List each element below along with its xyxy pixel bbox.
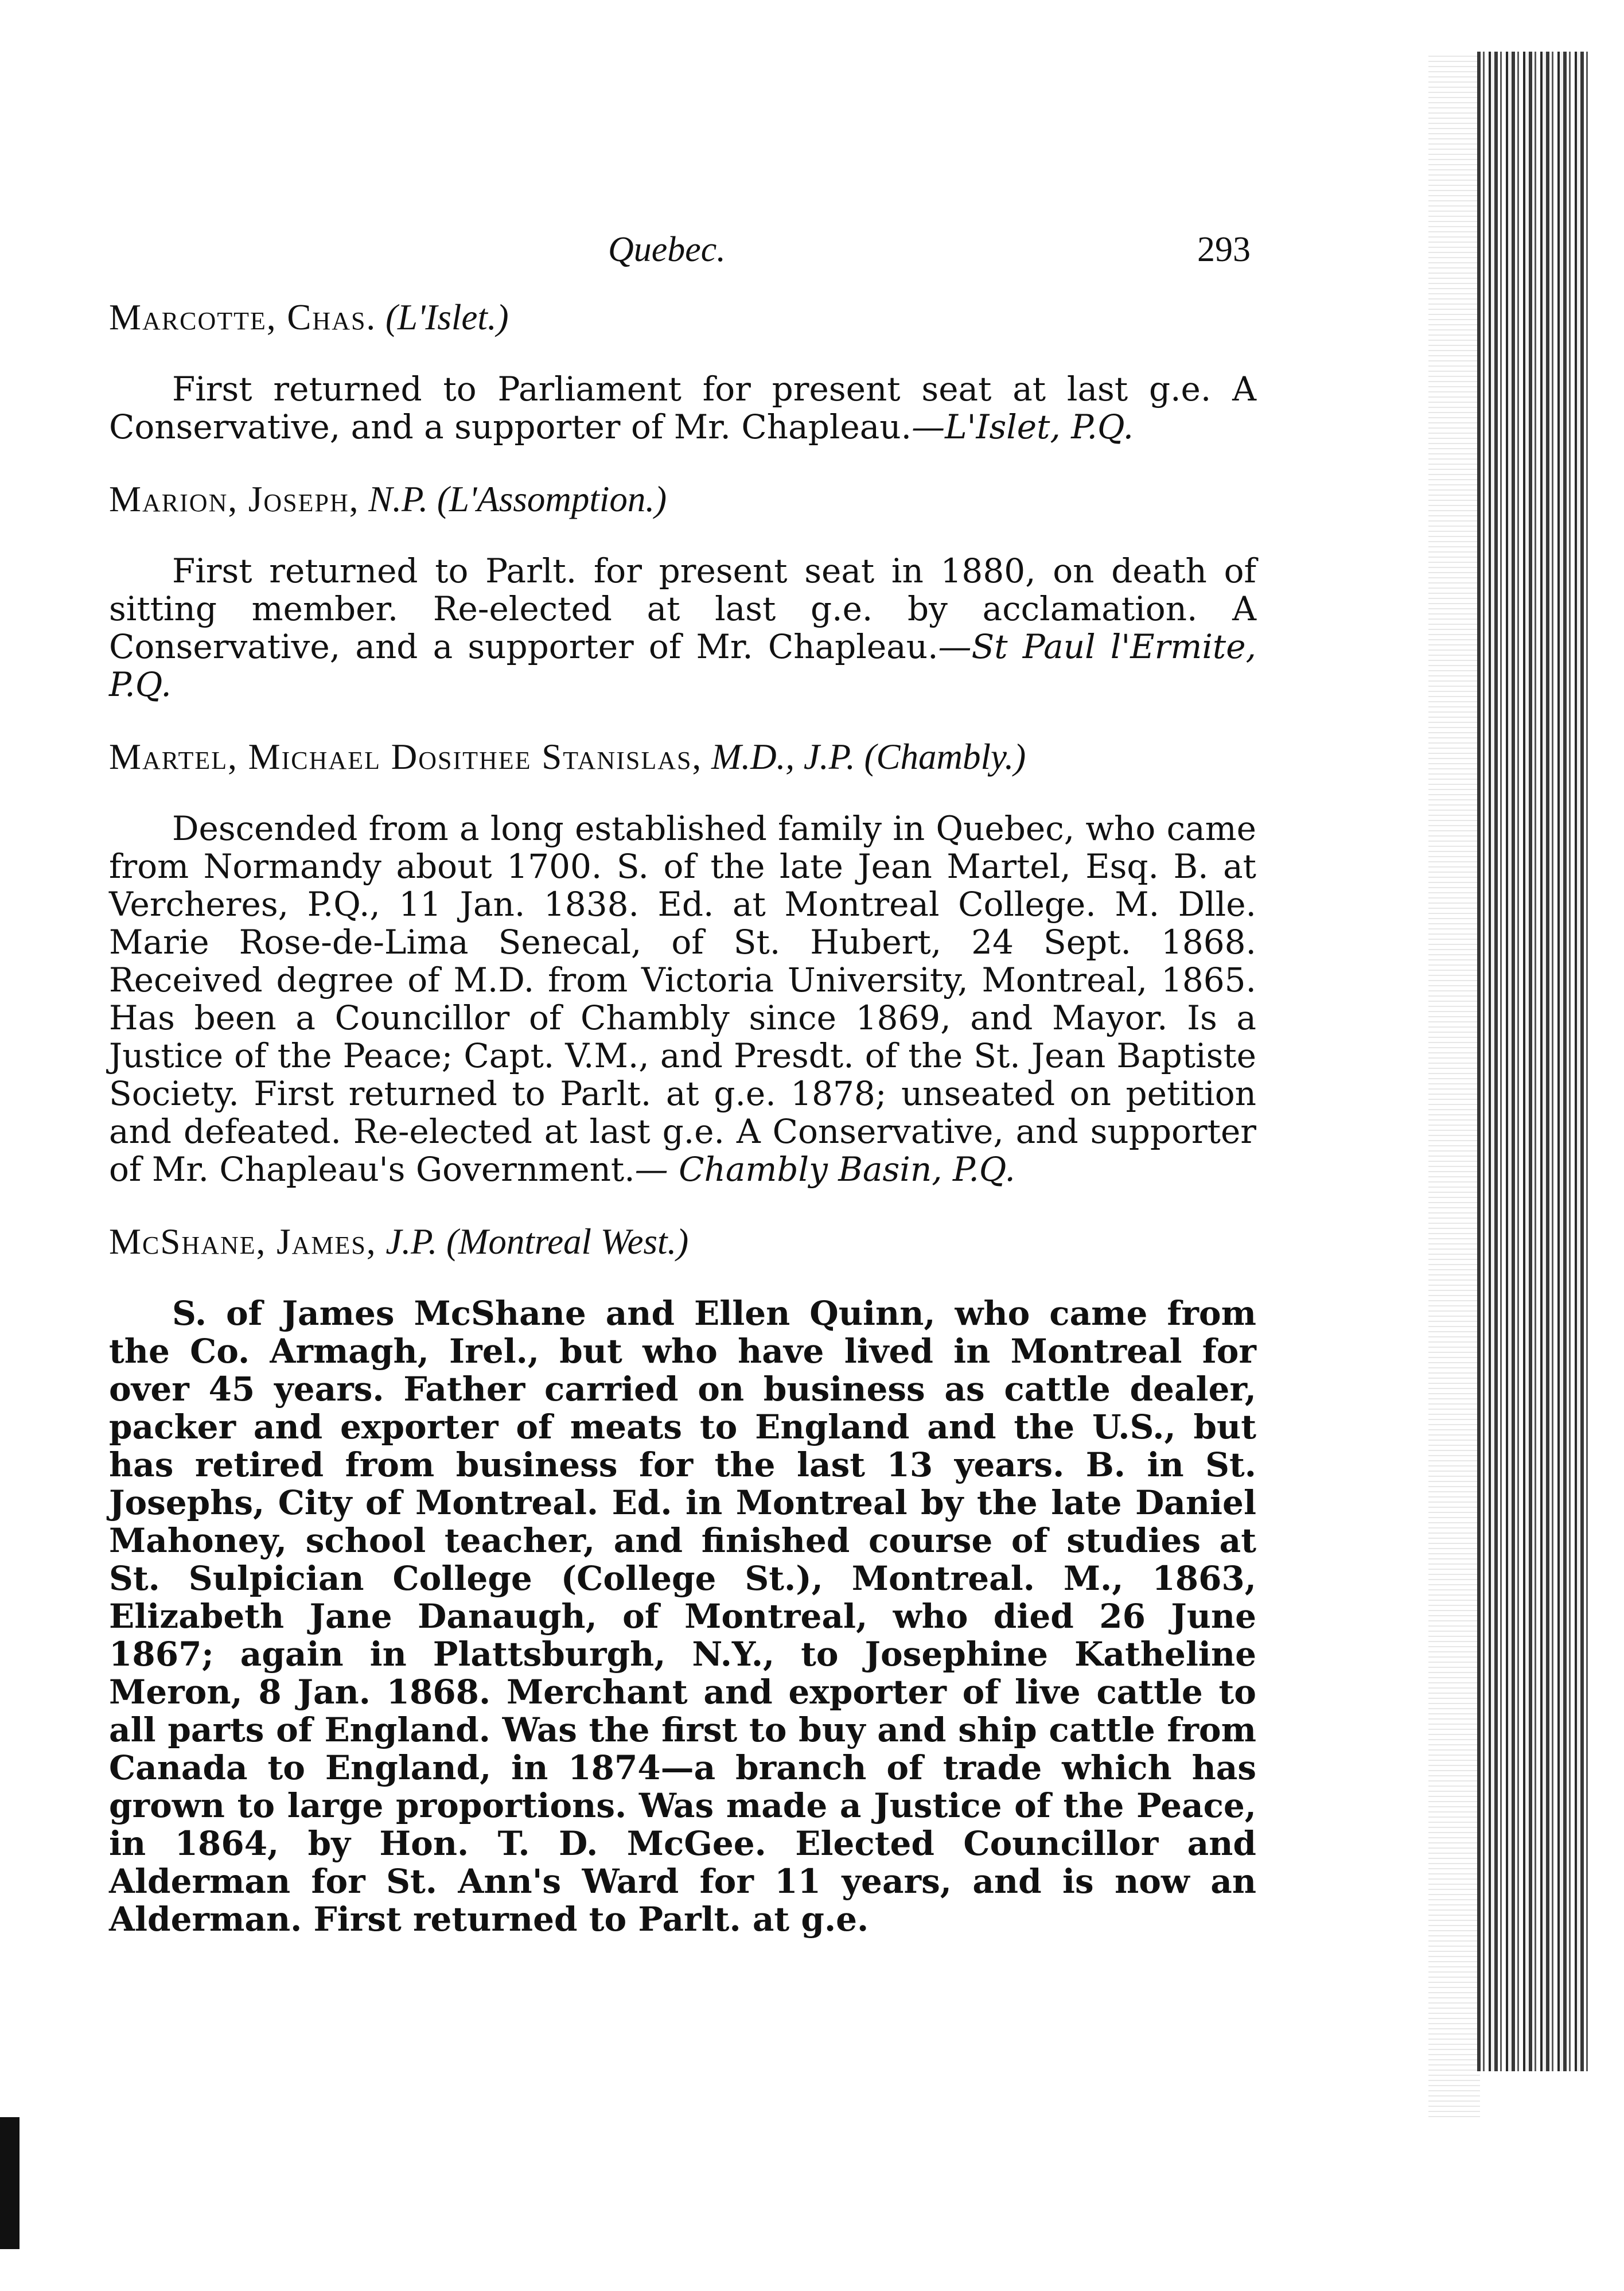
biography-text: First returned to Parliament for present seat at last g.e. A Conservative, and a supporter of Mr. Chapleau.	[109, 369, 1256, 446]
entry-heading	[109, 480, 1256, 519]
residence: —St Paul l'Ermite, P.Q.	[109, 627, 1256, 704]
member-name: Marion, Joseph,	[109, 479, 360, 519]
member-name: Martel, Michael Dosithee Stanislas,	[109, 737, 703, 777]
entry-heading	[109, 738, 1256, 776]
residence: — Chambly Basin, P.Q.	[634, 1150, 1015, 1189]
credentials: N.P.	[368, 479, 429, 519]
constituency: (L'Islet.)	[385, 297, 509, 337]
page-content	[109, 298, 1256, 1973]
running-head: Quebec.	[608, 230, 726, 269]
biography-text: First returned to Parlt. for present seat in 1880, on death of sitting member. Re-elected at last g.e. by acclamation. A Conservative, and a supporter of Mr. Chapleau.	[109, 551, 1256, 666]
binding-shadow	[1428, 52, 1480, 2117]
page-number: 293	[1197, 230, 1251, 269]
biography-entry	[109, 480, 1256, 703]
biography-entry	[109, 1223, 1256, 1938]
residence: —L'Islet, P.Q.	[912, 407, 1134, 446]
biography-entry	[109, 298, 1256, 446]
constituency: (Montreal West.)	[446, 1222, 689, 1262]
biography-text: Descended from a long established family in Quebec, who came from Normandy about 1700. S. of the late Jean Martel, Esq. B. at Vercheres, P.Q., 11 Jan. 1838. Ed. at Montreal College. M. Dlle. Marie Rose-de-Lima Senecal, of St. Hubert, 24 Sept. 1868. Received degree of M.D. from Victoria University, Montreal, 1865. Has been a Councillor of Chambly since 1869, and Mayor. Is a Justice of the Peace; Capt. V.M., and Presdt. of the St. Jean Baptiste Society. First returned to Parlt. at g.e. 1878; unseated on petition and defeated. Re-elected at last g.e. A Conservative, and supporter of Mr. Chapleau's Government.	[109, 809, 1256, 1189]
entry-body	[109, 552, 1256, 703]
entry-body	[109, 370, 1256, 446]
entry-heading	[109, 298, 1256, 337]
credentials: M.D., J.P.	[711, 737, 855, 777]
constituency: (Chambly.)	[864, 737, 1026, 777]
binding-edge	[1477, 52, 1592, 2071]
biography-entry	[109, 738, 1256, 1188]
scan-edge-mark	[0, 2117, 20, 2249]
entry-body	[109, 810, 1256, 1188]
credentials: J.P.	[385, 1222, 438, 1262]
entry-heading	[109, 1223, 1256, 1261]
biography-text: S. of James McShane and Ellen Quinn, who came from the Co. Armagh, Irel., but who have lived in Montreal for over 45 years. Father carried on business as cattle dealer, packer and exporter of meats to England and the U.S., but has retired from business for the last 13 years. B. in St. Josephs, City of Montreal. Ed. in Montreal by the late Daniel Mahoney, school teacher, and finished course of studies at St. Sulpician College (College St.), Montreal. M., 1863, Elizabeth Jane Danaugh, of Montreal, who died 26 June 1867; again in Plattsburgh, N.Y., to Josephine Katheline Meron, 8 Jan. 1868. Merchant and exporter of live cattle to all parts of England. Was the first to buy and ship cattle from Canada to England, in 1874—a branch of trade which has grown to large proportions. Was made a Justice of the Peace, in 1864, by Hon. T. D. McGee. Elected Councillor and Alderman for St. Ann's Ward for 11 years, and is now an Alderman. First returned to Parlt. at g.e.	[109, 1294, 1256, 1939]
constituency: (L'Assomption.)	[437, 479, 667, 519]
running-header	[608, 230, 1251, 275]
member-name: McShane, James,	[109, 1222, 377, 1262]
member-name: Marcotte, Chas.	[109, 297, 377, 337]
entry-body	[109, 1294, 1256, 1938]
